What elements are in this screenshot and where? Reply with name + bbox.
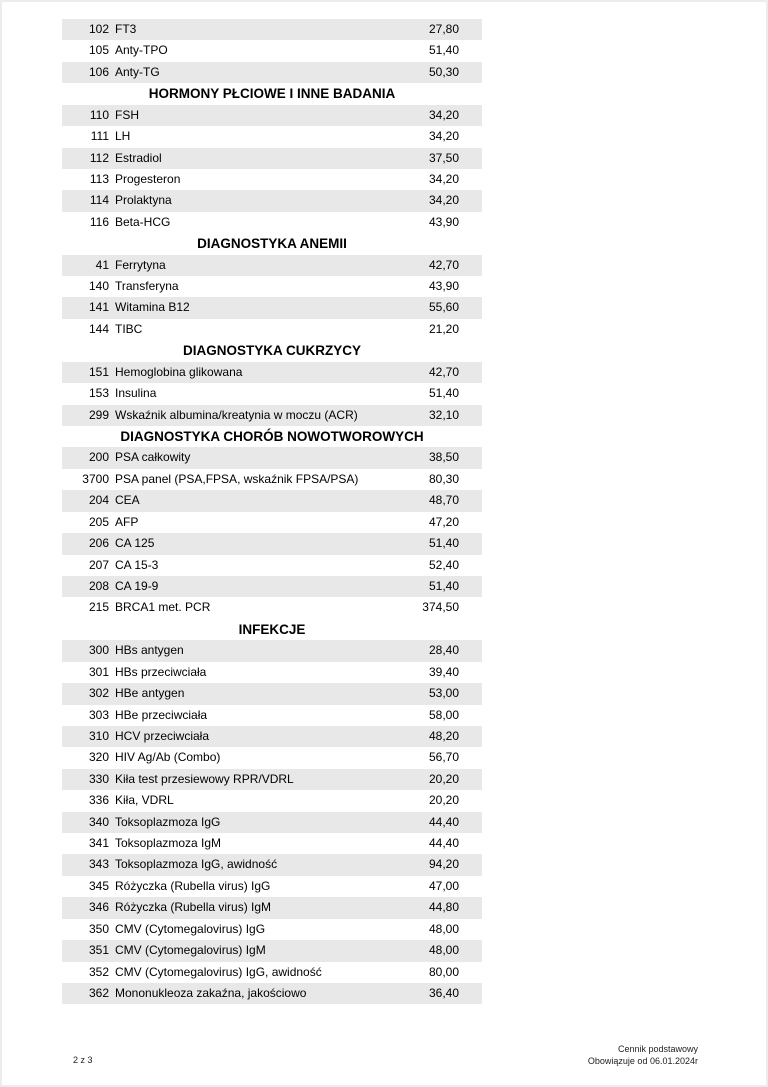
test-price: 48,20	[428, 728, 459, 743]
test-code: 114	[89, 193, 109, 208]
test-price: 44,80	[428, 900, 459, 915]
table-row	[62, 19, 482, 40]
test-price: 51,40	[428, 43, 459, 58]
table-row	[62, 255, 482, 276]
test-price: 38,50	[428, 450, 459, 465]
test-price: 34,20	[428, 171, 459, 186]
test-code: 206	[88, 536, 109, 551]
test-price: 20,20	[428, 793, 459, 808]
test-name: CA 125	[115, 536, 155, 551]
table-row	[62, 190, 482, 211]
test-price: 52,40	[428, 557, 459, 572]
test-code: 345	[88, 878, 109, 893]
test-price: 44,40	[428, 814, 459, 829]
table-row	[62, 148, 482, 169]
test-code: 111	[90, 129, 109, 144]
table-row	[62, 683, 482, 704]
test-name: Beta-HCG	[115, 214, 171, 229]
test-code: 102	[88, 22, 109, 36]
test-price: 36,40	[428, 985, 459, 1000]
table-row	[62, 297, 482, 318]
test-name: Transferyna	[115, 279, 179, 294]
table-row	[62, 105, 482, 126]
test-name: LH	[115, 129, 131, 144]
test-price: 42,70	[428, 364, 459, 379]
test-code: 200	[88, 450, 109, 465]
test-price: 32,10	[428, 407, 459, 422]
test-name: FSH	[115, 107, 139, 122]
test-price: 34,20	[428, 107, 459, 122]
test-name: FT3	[115, 22, 137, 36]
price-list-title: Cennik podstawowy	[617, 1044, 698, 1054]
test-price: 94,20	[428, 857, 459, 872]
test-price: 44,40	[428, 836, 459, 851]
test-code: 106	[88, 64, 109, 79]
test-price: 43,90	[428, 279, 459, 294]
test-name: Toksoplazmoza IgM	[115, 836, 222, 851]
table-row	[62, 747, 482, 768]
test-code: 140	[88, 279, 109, 294]
test-name: HIV Ag/Ab (Combo)	[115, 750, 221, 765]
table-row	[62, 769, 482, 790]
test-name: Progesteron	[115, 171, 181, 186]
test-name: CMV (Cytomegalovirus) IgG	[115, 921, 266, 936]
test-name: CA 15-3	[115, 557, 159, 572]
table-row	[62, 319, 482, 340]
test-name: CA 19-9	[115, 578, 159, 593]
test-code: 3700	[82, 471, 109, 486]
test-price: 28,40	[428, 643, 459, 658]
table-row	[62, 276, 482, 297]
test-name: Prolaktyna	[115, 193, 172, 208]
test-price: 37,50	[428, 150, 459, 165]
test-code: 346	[88, 900, 109, 915]
test-code: 310	[88, 728, 109, 743]
page-number: 2 z 3	[73, 1055, 93, 1065]
test-price: 374,50	[422, 600, 459, 615]
table-row	[62, 833, 482, 854]
test-name: Anty-TPO	[115, 43, 168, 58]
table-row	[62, 405, 482, 426]
test-price: 48,00	[428, 921, 459, 936]
test-code: 320	[88, 750, 109, 765]
test-code: 208	[88, 578, 109, 593]
test-price: 50,30	[428, 64, 459, 79]
test-name: Anty-TG	[115, 64, 160, 79]
test-code: 141	[88, 300, 109, 315]
test-code: 204	[88, 493, 109, 508]
test-name: CEA	[115, 493, 140, 508]
test-price: 34,20	[428, 129, 459, 144]
test-price: 58,00	[428, 707, 459, 722]
test-price: 51,40	[428, 386, 459, 401]
table-row	[62, 726, 482, 747]
section-header: DIAGNOSTYKA ANEMII	[197, 236, 347, 252]
test-code: 112	[89, 150, 109, 165]
valid-from-date: Obowiązuje od 06.01.2024r	[587, 1056, 698, 1066]
footer-info	[588, 1043, 698, 1067]
test-name: Różyczka (Rubella virus) IgM	[115, 900, 272, 915]
test-price: 53,00	[428, 686, 459, 701]
test-price: 47,20	[428, 514, 459, 529]
test-name: PSA całkowity	[115, 450, 191, 465]
test-code: 205	[88, 514, 109, 529]
test-name: Insulina	[115, 386, 157, 401]
table-row	[62, 212, 482, 233]
test-code: 350	[88, 921, 109, 936]
test-name: BRCA1 met. PCR	[115, 600, 211, 615]
test-name: Estradiol	[115, 150, 162, 165]
test-code: 302	[88, 686, 109, 701]
section-header: HORMONY PŁCIOWE I INNE BADANIA	[148, 86, 396, 102]
table-row	[62, 576, 482, 597]
section-header: DIAGNOSTYKA CUKRZYCY	[182, 343, 361, 359]
test-name: Mononukleoza zakaźna, jakościowo	[115, 985, 307, 1000]
price-table	[62, 19, 482, 1004]
test-code: 340	[88, 814, 109, 829]
test-price: 21,20	[428, 321, 459, 336]
test-code: 362	[88, 985, 109, 1000]
test-name: HBe przeciwciała	[115, 707, 208, 722]
test-price: 80,00	[428, 964, 459, 979]
test-name: AFP	[115, 514, 139, 529]
table-row	[62, 40, 482, 61]
test-code: 207	[88, 557, 109, 572]
table-row	[62, 897, 482, 918]
test-code: 105	[88, 43, 109, 58]
table-row	[62, 490, 482, 511]
test-name: Ferrytyna	[115, 257, 166, 272]
table-row	[62, 876, 482, 897]
table-row	[62, 640, 482, 661]
table-row	[62, 169, 482, 190]
table-row	[62, 919, 482, 940]
table-row	[62, 790, 482, 811]
test-code: 343	[88, 857, 109, 872]
test-code: 151	[88, 364, 109, 379]
test-code: 116	[89, 214, 109, 229]
table-row	[62, 383, 482, 404]
test-code: 330	[88, 771, 109, 786]
test-name: Toksoplazmoza IgG, awidność	[115, 857, 278, 872]
test-name: Kiła, VDRL	[115, 793, 174, 808]
test-code: 41	[95, 257, 109, 272]
test-name: Różyczka (Rubella virus) IgG	[115, 878, 271, 893]
table-row	[62, 469, 482, 490]
test-code: 113	[89, 171, 109, 186]
test-code: 299	[88, 407, 109, 422]
test-code: 303	[88, 707, 109, 722]
test-name: HBs antygen	[115, 643, 184, 658]
test-price: 56,70	[428, 750, 459, 765]
section-header: DIAGNOSTYKA CHORÓB NOWOTWOROWYCH	[120, 429, 424, 445]
table-row	[62, 126, 482, 147]
table-row	[62, 597, 482, 618]
table-row	[62, 533, 482, 554]
test-name: PSA panel (PSA,FPSA, wskaźnik FPSA/PSA)	[115, 471, 359, 486]
test-price: 48,70	[428, 493, 459, 508]
table-row	[62, 447, 482, 468]
test-name: Toksoplazmoza IgG	[115, 814, 221, 829]
table-row	[62, 812, 482, 833]
test-price: 27,80	[428, 22, 459, 36]
test-price: 51,40	[428, 536, 459, 551]
test-price: 43,90	[428, 214, 459, 229]
test-code: 336	[88, 793, 109, 808]
test-price: 20,20	[428, 771, 459, 786]
table-row	[62, 362, 482, 383]
test-name: Hemoglobina glikowana	[115, 364, 243, 379]
test-name: Wskaźnik albumina/kreatynia w moczu (ACR)	[115, 407, 358, 422]
test-price: 80,30	[428, 471, 459, 486]
test-code: 351	[88, 943, 109, 958]
table-row	[62, 983, 482, 1004]
table-row	[62, 512, 482, 533]
table-row	[62, 940, 482, 961]
test-code: 110	[89, 107, 109, 122]
test-name: HCV przeciwciała	[115, 728, 210, 743]
table-row	[62, 662, 482, 683]
test-name: Witamina B12	[115, 300, 190, 315]
test-code: 300	[88, 643, 109, 658]
section-header: INFEKCJE	[238, 621, 306, 637]
table-row	[62, 705, 482, 726]
test-code: 215	[88, 600, 109, 615]
test-name: Kiła test przesiewowy RPR/VDRL	[115, 771, 294, 786]
test-price: 39,40	[428, 664, 459, 679]
test-name: HBs przeciwciała	[115, 664, 207, 679]
test-price: 42,70	[428, 257, 459, 272]
test-price: 47,00	[428, 878, 459, 893]
table-row	[62, 555, 482, 576]
test-price: 34,20	[428, 193, 459, 208]
test-price: 51,40	[428, 578, 459, 593]
test-price: 48,00	[428, 943, 459, 958]
test-code: 144	[88, 321, 109, 336]
test-code: 341	[88, 836, 109, 851]
table-row	[62, 962, 482, 983]
test-name: TIBC	[115, 321, 143, 336]
test-name: HBe antygen	[115, 686, 185, 701]
table-row	[62, 854, 482, 875]
test-price: 55,60	[428, 300, 459, 315]
test-code: 352	[88, 964, 109, 979]
test-name: CMV (Cytomegalovirus) IgG, awidność	[115, 964, 322, 979]
test-name: CMV (Cytomegalovirus) IgM	[115, 943, 266, 958]
test-code: 301	[88, 664, 109, 679]
table-row	[62, 62, 482, 83]
test-code: 153	[88, 386, 109, 401]
